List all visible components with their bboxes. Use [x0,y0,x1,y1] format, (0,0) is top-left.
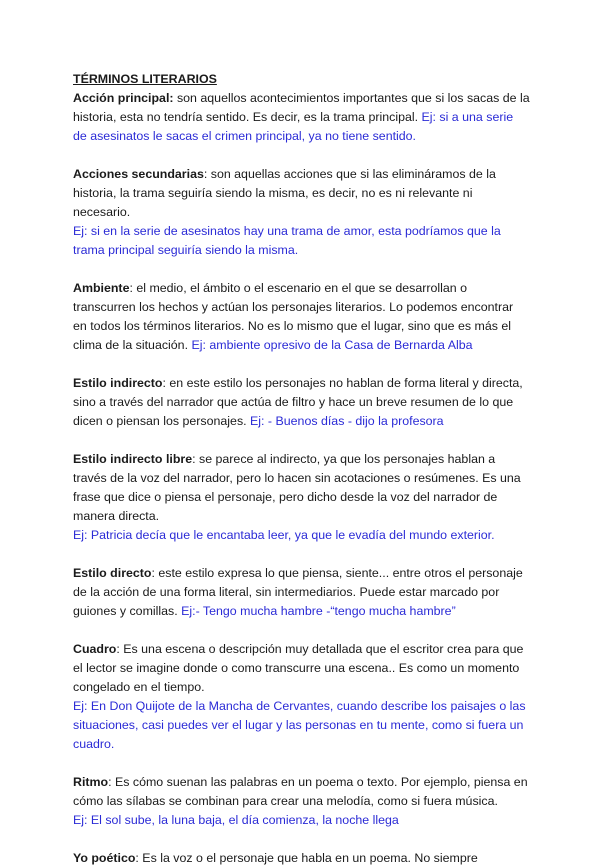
entry-estilo-indirecto [73,374,530,431]
term-example: Ej:- Tengo mucha hambre -“tengo mucha hambre” [181,604,456,618]
term-example: Ej: - Buenos días - dijo la profesora [250,414,444,428]
term-definition: : Es una escena o descripción muy detallada que el escritor crea para que el lector se imagine donde o como transcurre una escena.. Es como un momento congelado en el tiempo. [73,642,524,694]
term-label: Estilo directo [73,566,152,580]
term-example: Ej: El sol sube, la luna baja, el día comienza, la noche llega [73,813,399,827]
term-definition: son aquellos acontecimientos importantes que si los sacas de la historia, esta no tendría sentido. Es decir, es la trama principal. [73,91,530,124]
entry-acciones-secundarias [73,165,530,260]
term-label: Ritmo [73,775,109,789]
term-example: Ej: Patricia decía que le encantaba leer, ya que le evadía del mundo exterior. [73,528,495,542]
term-example: Ej: si en la serie de asesinatos hay una trama de amor, esta podríamos que la trama principal seguiría siendo la misma. [73,224,501,257]
term-label: Estilo indirecto [73,376,163,390]
term-example: Ej: ambiente opresivo de la Casa de Bernarda Alba [191,338,473,352]
term-label: Ambiente [73,281,130,295]
entry-accion-principal [73,89,530,146]
term-definition: : Es cómo suenan las palabras en un poema o texto. Por ejemplo, piensa en cómo las sílabas se combinan para crear una melodía, como si fuera música. [73,775,528,808]
entry-ambiente [73,279,530,355]
entry-ritmo [73,773,530,830]
term-definition: : en este estilo los personajes no hablan de forma literal y directa, sino a través del narrador que actúa de filtro y hace un breve resumen de lo que dicen o piensan los personajes. [73,376,523,428]
term-label: Cuadro [73,642,117,656]
entry-estilo-indirecto-libre [73,450,530,545]
document-title: TÉRMINOS LITERARIOS [73,72,217,86]
term-label: Acción principal: [73,91,174,105]
term-label: Yo poético [73,851,136,865]
term-definition: : Es la voz o el personaje que habla en un poema. No siempre [135,851,478,865]
term-label: Estilo indirecto libre [73,452,193,466]
term-definition: : se parece al indirecto, ya que los personajes hablan a través de la voz del narrador, pero lo hacen sin acotaciones o resúmenes. Es una frase que dice o piensa el personaje, pero dicho desde la voz del narrador de manera directa. [73,452,521,523]
term-definition: : el medio, el ámbito o el escenario en el que se desarrollan o transcurren los hechos y actúan los personajes literarios. Lo podemos encontrar en todos los términos literarios. No es lo mismo que el lugar, sino que es más el clima de la situación. [73,281,514,352]
term-definition: : este estilo expresa lo que piensa, siente... entre otros el personaje de la acción de una forma literal, sin intermediarios. Puede estar marcado por guiones y comillas. [73,566,523,618]
entry-estilo-directo [73,564,530,621]
entry-cuadro [73,640,530,754]
term-label: Acciones secundarias [73,167,204,181]
term-definition: : son aquellas acciones que si las elimináramos de la historia, la trama seguiría siendo la misma, es decir, no es ni relevante ni necesario. [73,167,496,219]
term-example: Ej: En Don Quijote de la Mancha de Cervantes, cuando describe los paisajes o las situaciones, casi puedes ver el lugar y las personas en tu mente, como si fuera un cuadro. [73,699,526,751]
entry-yo-poetico [73,849,530,868]
term-example: Ej: si a una serie de asesinatos le sacas el crimen principal, ya no tiene sentido. [73,110,514,143]
